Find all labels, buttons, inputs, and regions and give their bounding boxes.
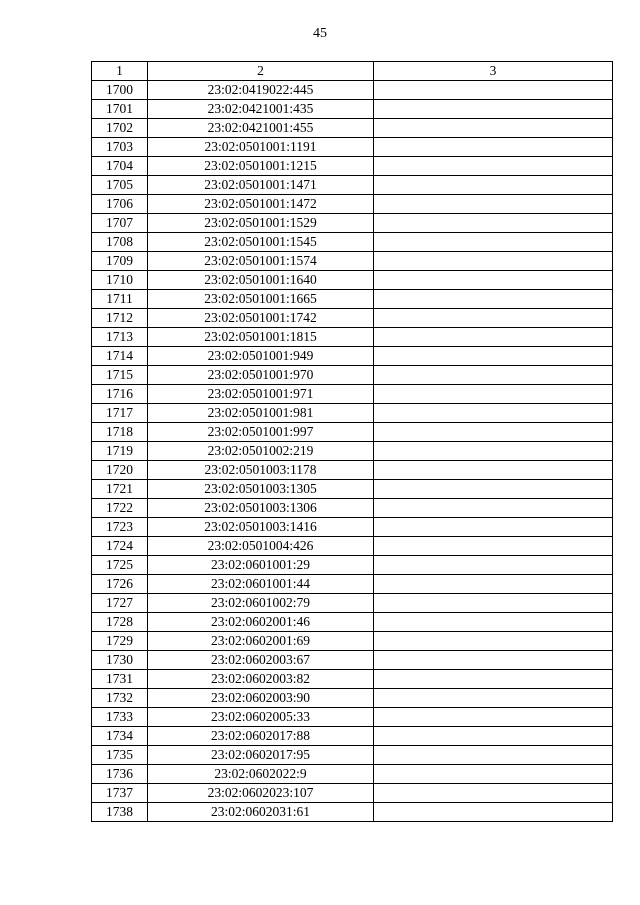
cadastral-number-cell: 23:02:0501001:1545 [148, 233, 374, 252]
row-number-cell: 1729 [92, 632, 148, 651]
cadastral-number-cell: 23:02:0501001:1529 [148, 214, 374, 233]
note-cell [374, 784, 613, 803]
cadastral-number-cell: 23:02:0602003:90 [148, 689, 374, 708]
table-row [92, 518, 613, 537]
row-number-cell: 1700 [92, 81, 148, 100]
note-cell [374, 81, 613, 100]
cadastral-number-cell: 23:02:0501001:981 [148, 404, 374, 423]
table-row [92, 176, 613, 195]
row-number-cell: 1710 [92, 271, 148, 290]
cadastral-number-cell: 23:02:0501001:1472 [148, 195, 374, 214]
note-cell [374, 442, 613, 461]
row-number-cell: 1720 [92, 461, 148, 480]
row-number-cell: 1719 [92, 442, 148, 461]
table-row [92, 613, 613, 632]
row-number-cell: 1728 [92, 613, 148, 632]
cadastral-number-cell: 23:02:0501002:219 [148, 442, 374, 461]
column-header-3: 3 [374, 62, 613, 81]
row-number-cell: 1718 [92, 423, 148, 442]
table-row [92, 157, 613, 176]
note-cell [374, 518, 613, 537]
cadastral-number-cell: 23:02:0501001:997 [148, 423, 374, 442]
table-row [92, 404, 613, 423]
note-cell [374, 708, 613, 727]
cadastral-number-cell: 23:02:0602023:107 [148, 784, 374, 803]
cadastral-number-cell: 23:02:0601001:29 [148, 556, 374, 575]
row-number-cell: 1708 [92, 233, 148, 252]
row-number-cell: 1734 [92, 727, 148, 746]
note-cell [374, 328, 613, 347]
table-row [92, 480, 613, 499]
table-row [92, 138, 613, 157]
row-number-cell: 1723 [92, 518, 148, 537]
cadastral-number-cell: 23:02:0501001:1574 [148, 252, 374, 271]
table-row [92, 423, 613, 442]
table-row [92, 746, 613, 765]
cadastral-number-cell: 23:02:0602005:33 [148, 708, 374, 727]
table-row [92, 803, 613, 822]
row-number-cell: 1721 [92, 480, 148, 499]
note-cell [374, 366, 613, 385]
page-number: 45 [313, 26, 327, 41]
row-number-cell: 1732 [92, 689, 148, 708]
note-cell [374, 765, 613, 784]
note-cell [374, 746, 613, 765]
note-cell [374, 480, 613, 499]
row-number-cell: 1737 [92, 784, 148, 803]
note-cell [374, 689, 613, 708]
row-number-cell: 1707 [92, 214, 148, 233]
note-cell [374, 575, 613, 594]
row-number-cell: 1712 [92, 309, 148, 328]
table-row [92, 81, 613, 100]
note-cell [374, 233, 613, 252]
note-cell [374, 385, 613, 404]
note-cell [374, 404, 613, 423]
row-number-cell: 1717 [92, 404, 148, 423]
cadastral-number-cell: 23:02:0501003:1305 [148, 480, 374, 499]
cadastral-number-cell: 23:02:0501004:426 [148, 537, 374, 556]
cadastral-number-cell: 23:02:0501001:1215 [148, 157, 374, 176]
note-cell [374, 157, 613, 176]
note-cell [374, 632, 613, 651]
table-row [92, 708, 613, 727]
note-cell [374, 423, 613, 442]
table-row [92, 309, 613, 328]
row-number-cell: 1704 [92, 157, 148, 176]
row-number-cell: 1736 [92, 765, 148, 784]
row-number-cell: 1726 [92, 575, 148, 594]
cadastral-number-cell: 23:02:0602003:67 [148, 651, 374, 670]
cadastral-number-cell: 23:02:0501001:1665 [148, 290, 374, 309]
cadastral-number-cell: 23:02:0419022:445 [148, 81, 374, 100]
note-cell [374, 613, 613, 632]
cadastral-number-cell: 23:02:0602017:88 [148, 727, 374, 746]
table-row [92, 100, 613, 119]
note-cell [374, 176, 613, 195]
cadastral-number-cell: 23:02:0601002:79 [148, 594, 374, 613]
row-number-cell: 1730 [92, 651, 148, 670]
row-number-cell: 1738 [92, 803, 148, 822]
cadastral-number-cell: 23:02:0501001:1815 [148, 328, 374, 347]
cadastral-number-cell: 23:02:0501001:971 [148, 385, 374, 404]
note-cell [374, 252, 613, 271]
table-body [92, 81, 613, 822]
cadastral-number-cell: 23:02:0602031:61 [148, 803, 374, 822]
cadastral-number-cell: 23:02:0501001:949 [148, 347, 374, 366]
table-row [92, 461, 613, 480]
cadastral-number-cell: 23:02:0602022:9 [148, 765, 374, 784]
note-cell [374, 594, 613, 613]
table-row [92, 119, 613, 138]
note-cell [374, 556, 613, 575]
row-number-cell: 1715 [92, 366, 148, 385]
row-number-cell: 1725 [92, 556, 148, 575]
cadastral-number-cell: 23:02:0501003:1416 [148, 518, 374, 537]
row-number-cell: 1701 [92, 100, 148, 119]
table-row [92, 290, 613, 309]
table-row [92, 271, 613, 290]
note-cell [374, 290, 613, 309]
cadastral-number-cell: 23:02:0501001:1640 [148, 271, 374, 290]
cadastral-number-cell: 23:02:0602003:82 [148, 670, 374, 689]
cadastral-number-cell: 23:02:0501001:1191 [148, 138, 374, 157]
cadastral-number-cell: 23:02:0602017:95 [148, 746, 374, 765]
row-number-cell: 1733 [92, 708, 148, 727]
row-number-cell: 1714 [92, 347, 148, 366]
table-row [92, 670, 613, 689]
note-cell [374, 309, 613, 328]
table-row [92, 499, 613, 518]
note-cell [374, 100, 613, 119]
header-row [92, 62, 613, 81]
note-cell [374, 727, 613, 746]
note-cell [374, 119, 613, 138]
table-row [92, 328, 613, 347]
cadastral-number-table [91, 61, 613, 822]
row-number-cell: 1703 [92, 138, 148, 157]
cadastral-number-cell: 23:02:0501001:970 [148, 366, 374, 385]
note-cell [374, 670, 613, 689]
table-row [92, 233, 613, 252]
note-cell [374, 499, 613, 518]
note-cell [374, 461, 613, 480]
row-number-cell: 1735 [92, 746, 148, 765]
table-row [92, 784, 613, 803]
note-cell [374, 347, 613, 366]
note-cell [374, 195, 613, 214]
note-cell [374, 651, 613, 670]
table-row [92, 214, 613, 233]
table-header [92, 62, 613, 81]
row-number-cell: 1705 [92, 176, 148, 195]
note-cell [374, 537, 613, 556]
cadastral-number-cell: 23:02:0421001:455 [148, 119, 374, 138]
row-number-cell: 1724 [92, 537, 148, 556]
table-row [92, 651, 613, 670]
table-row [92, 537, 613, 556]
row-number-cell: 1702 [92, 119, 148, 138]
row-number-cell: 1722 [92, 499, 148, 518]
row-number-cell: 1711 [92, 290, 148, 309]
cadastral-number-cell: 23:02:0601001:44 [148, 575, 374, 594]
table-row [92, 556, 613, 575]
table-row [92, 575, 613, 594]
note-cell [374, 803, 613, 822]
row-number-cell: 1709 [92, 252, 148, 271]
row-number-cell: 1716 [92, 385, 148, 404]
row-number-cell: 1731 [92, 670, 148, 689]
cadastral-number-cell: 23:02:0602001:46 [148, 613, 374, 632]
table-row [92, 594, 613, 613]
table-row [92, 347, 613, 366]
note-cell [374, 138, 613, 157]
row-number-cell: 1727 [92, 594, 148, 613]
table-row [92, 632, 613, 651]
table-row [92, 252, 613, 271]
cadastral-number-cell: 23:02:0421001:435 [148, 100, 374, 119]
table-row [92, 689, 613, 708]
table-row [92, 765, 613, 784]
cadastral-number-cell: 23:02:0501001:1742 [148, 309, 374, 328]
row-number-cell: 1713 [92, 328, 148, 347]
cadastral-number-cell: 23:02:0602001:69 [148, 632, 374, 651]
column-header-1: 1 [92, 62, 148, 81]
cadastral-number-cell: 23:02:0501003:1178 [148, 461, 374, 480]
cadastral-number-cell: 23:02:0501001:1471 [148, 176, 374, 195]
table-row [92, 385, 613, 404]
note-cell [374, 271, 613, 290]
column-header-2: 2 [148, 62, 374, 81]
table-row [92, 366, 613, 385]
table-row [92, 727, 613, 746]
note-cell [374, 214, 613, 233]
table-row [92, 195, 613, 214]
cadastral-number-cell: 23:02:0501003:1306 [148, 499, 374, 518]
row-number-cell: 1706 [92, 195, 148, 214]
table-row [92, 442, 613, 461]
